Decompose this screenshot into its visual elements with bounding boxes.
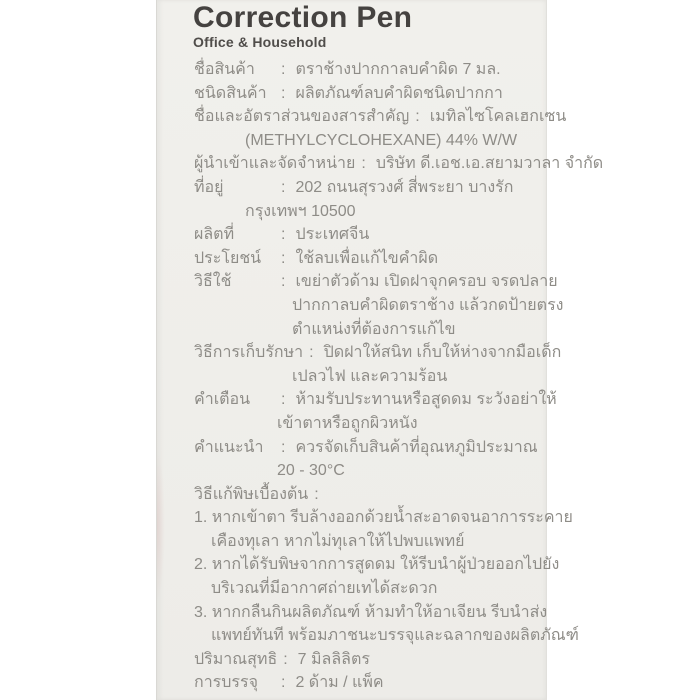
colon-separator: :	[281, 84, 286, 102]
field-value: เมทิลไซโคลเฮกเซน	[429, 108, 567, 126]
field-value: 202 ถนนสุรวงศ์ สี่พระยา บางรัก	[295, 178, 514, 196]
field-value-continuation-ingredients: (METHYLCYCLOHEXANE) 44% W/W	[245, 131, 518, 149]
field-value: ผลิตภัณฑ์ลบคำผิดชนิดปากกา	[295, 84, 503, 102]
field-label: คำแนะนำ	[194, 438, 264, 456]
field-value-continuation-storage: เปลวไฟ และความร้อน	[292, 367, 448, 385]
colon-separator: :	[281, 438, 286, 456]
field-row-product-type	[194, 82, 554, 106]
first-aid-step-3-continuation: แพทย์ทันที พร้อมภาชนะบรรจุและฉลากของผลิตภัณฑ์	[211, 627, 579, 645]
field-label: ชื่อสินค้า	[194, 61, 255, 78]
field-value: บริษัท ดี.เอช.เอ.สยามวาลา จำกัด	[375, 155, 604, 173]
colon-separator: :	[415, 108, 420, 126]
field-value: 7 มิลลิลิตร	[297, 650, 370, 668]
field-value-continuation-address: กรุงเทพฯ 10500	[245, 202, 356, 220]
colon-separator: :	[283, 650, 288, 668]
colon-separator: :	[281, 226, 286, 244]
colon-separator: :	[281, 391, 286, 409]
field-value-continuation-advice: 20 - 30°C	[277, 462, 345, 480]
product-title: Correction Pen	[193, 1, 413, 34]
field-label: ปริมาณสุทธิ	[194, 650, 278, 668]
colon-separator: :	[281, 674, 286, 692]
field-label: ชื่อและอัตราส่วนของสารสำคัญ	[194, 108, 410, 126]
field-value: ห้ามรับประทานหรือสูดดม ระวังอย่าให้	[295, 391, 557, 409]
colon-separator: :	[314, 485, 319, 503]
first-aid-step-1-continuation: เคืองทุเลา หากไม่ทุเลาให้ไปพบแพทย์	[211, 532, 465, 550]
field-label: วิธีใช้	[194, 273, 232, 291]
field-label: ที่อยู่	[194, 178, 224, 196]
label-info-text	[194, 58, 604, 695]
field-row-net-volume	[194, 648, 554, 672]
field-row-advice	[194, 436, 554, 460]
field-row-importer	[194, 152, 604, 176]
field-label: ผู้นำเข้าและจัดจำหน่าย	[194, 155, 356, 173]
colon-separator: :	[281, 273, 286, 291]
colon-separator: :	[361, 155, 366, 173]
field-row-made-in	[194, 223, 554, 247]
product-label-paper	[156, 0, 604, 700]
field-row-benefit	[194, 247, 554, 271]
product-subtitle: Office & Household	[193, 34, 327, 50]
field-value-continuation-how-to-use: ปากกาลบคำผิดตราช้าง แล้วกดป้ายตรง	[292, 296, 564, 314]
field-value: ปิดฝาให้สนิท เก็บให้ห่างจากมือเด็ก	[323, 344, 562, 362]
colon-separator: :	[281, 178, 286, 196]
field-label: ผลิตที่	[194, 226, 235, 244]
first-aid-heading	[194, 483, 554, 507]
field-label: ประโยชน์	[194, 249, 262, 267]
field-value-continuation-how-to-use: ตำแหน่งที่ต้องการแก้ไข	[292, 320, 456, 338]
field-label: การบรรจุ	[194, 674, 258, 692]
first-aid-step-3: 3. หากกลืนกินผลิตภัณฑ์ ห้ามทำให้อาเจียน รีบนำส่ง	[194, 603, 548, 621]
field-value: ตราช้างปากกาลบคำผิด 7 มล.	[295, 61, 501, 78]
field-value: 2 ด้าม / แพ็ค	[295, 674, 384, 692]
field-row-product-name	[194, 58, 554, 82]
colon-separator: :	[281, 61, 286, 78]
field-label: วิธีการเก็บรักษา	[194, 344, 304, 362]
first-aid-step-2: 2. หากได้รับพิษจากการสูดดม ให้รีบนำผู้ป่วยออกไปยัง	[194, 556, 560, 574]
colon-separator: :	[309, 344, 314, 362]
field-row-ingredients	[194, 105, 567, 129]
colon-separator: :	[281, 249, 286, 267]
field-label: คำเตือน	[194, 391, 251, 409]
field-row-packing	[194, 671, 554, 695]
label-header	[193, 2, 412, 50]
first-aid-step-1: 1. หากเข้าตา รีบล้างออกด้วยน้ำสะอาดจนอาการระคาย	[194, 509, 573, 527]
field-row-address	[194, 176, 554, 200]
field-label: ชนิดสินค้า	[194, 84, 267, 102]
field-row-warning	[194, 388, 557, 412]
field-value: ใช้ลบเพื่อแก้ไขคำผิด	[295, 249, 439, 267]
field-value-continuation-warning: เข้าตาหรือถูกผิวหนัง	[277, 414, 418, 432]
field-row-how-to-use	[194, 270, 558, 294]
field-label: วิธีแก้พิษเบื้องต้น	[194, 485, 309, 503]
first-aid-step-2-continuation: บริเวณที่มีอากาศถ่ายเทได้สะดวก	[211, 580, 438, 598]
field-value: ประเทศจีน	[295, 226, 370, 244]
field-value: เขย่าตัวด้าม เปิดฝาจุกครอบ จรดปลาย	[295, 273, 558, 291]
field-row-storage	[194, 341, 562, 365]
field-value: ควรจัดเก็บสินค้าที่อุณหภูมิประมาณ	[295, 438, 538, 456]
